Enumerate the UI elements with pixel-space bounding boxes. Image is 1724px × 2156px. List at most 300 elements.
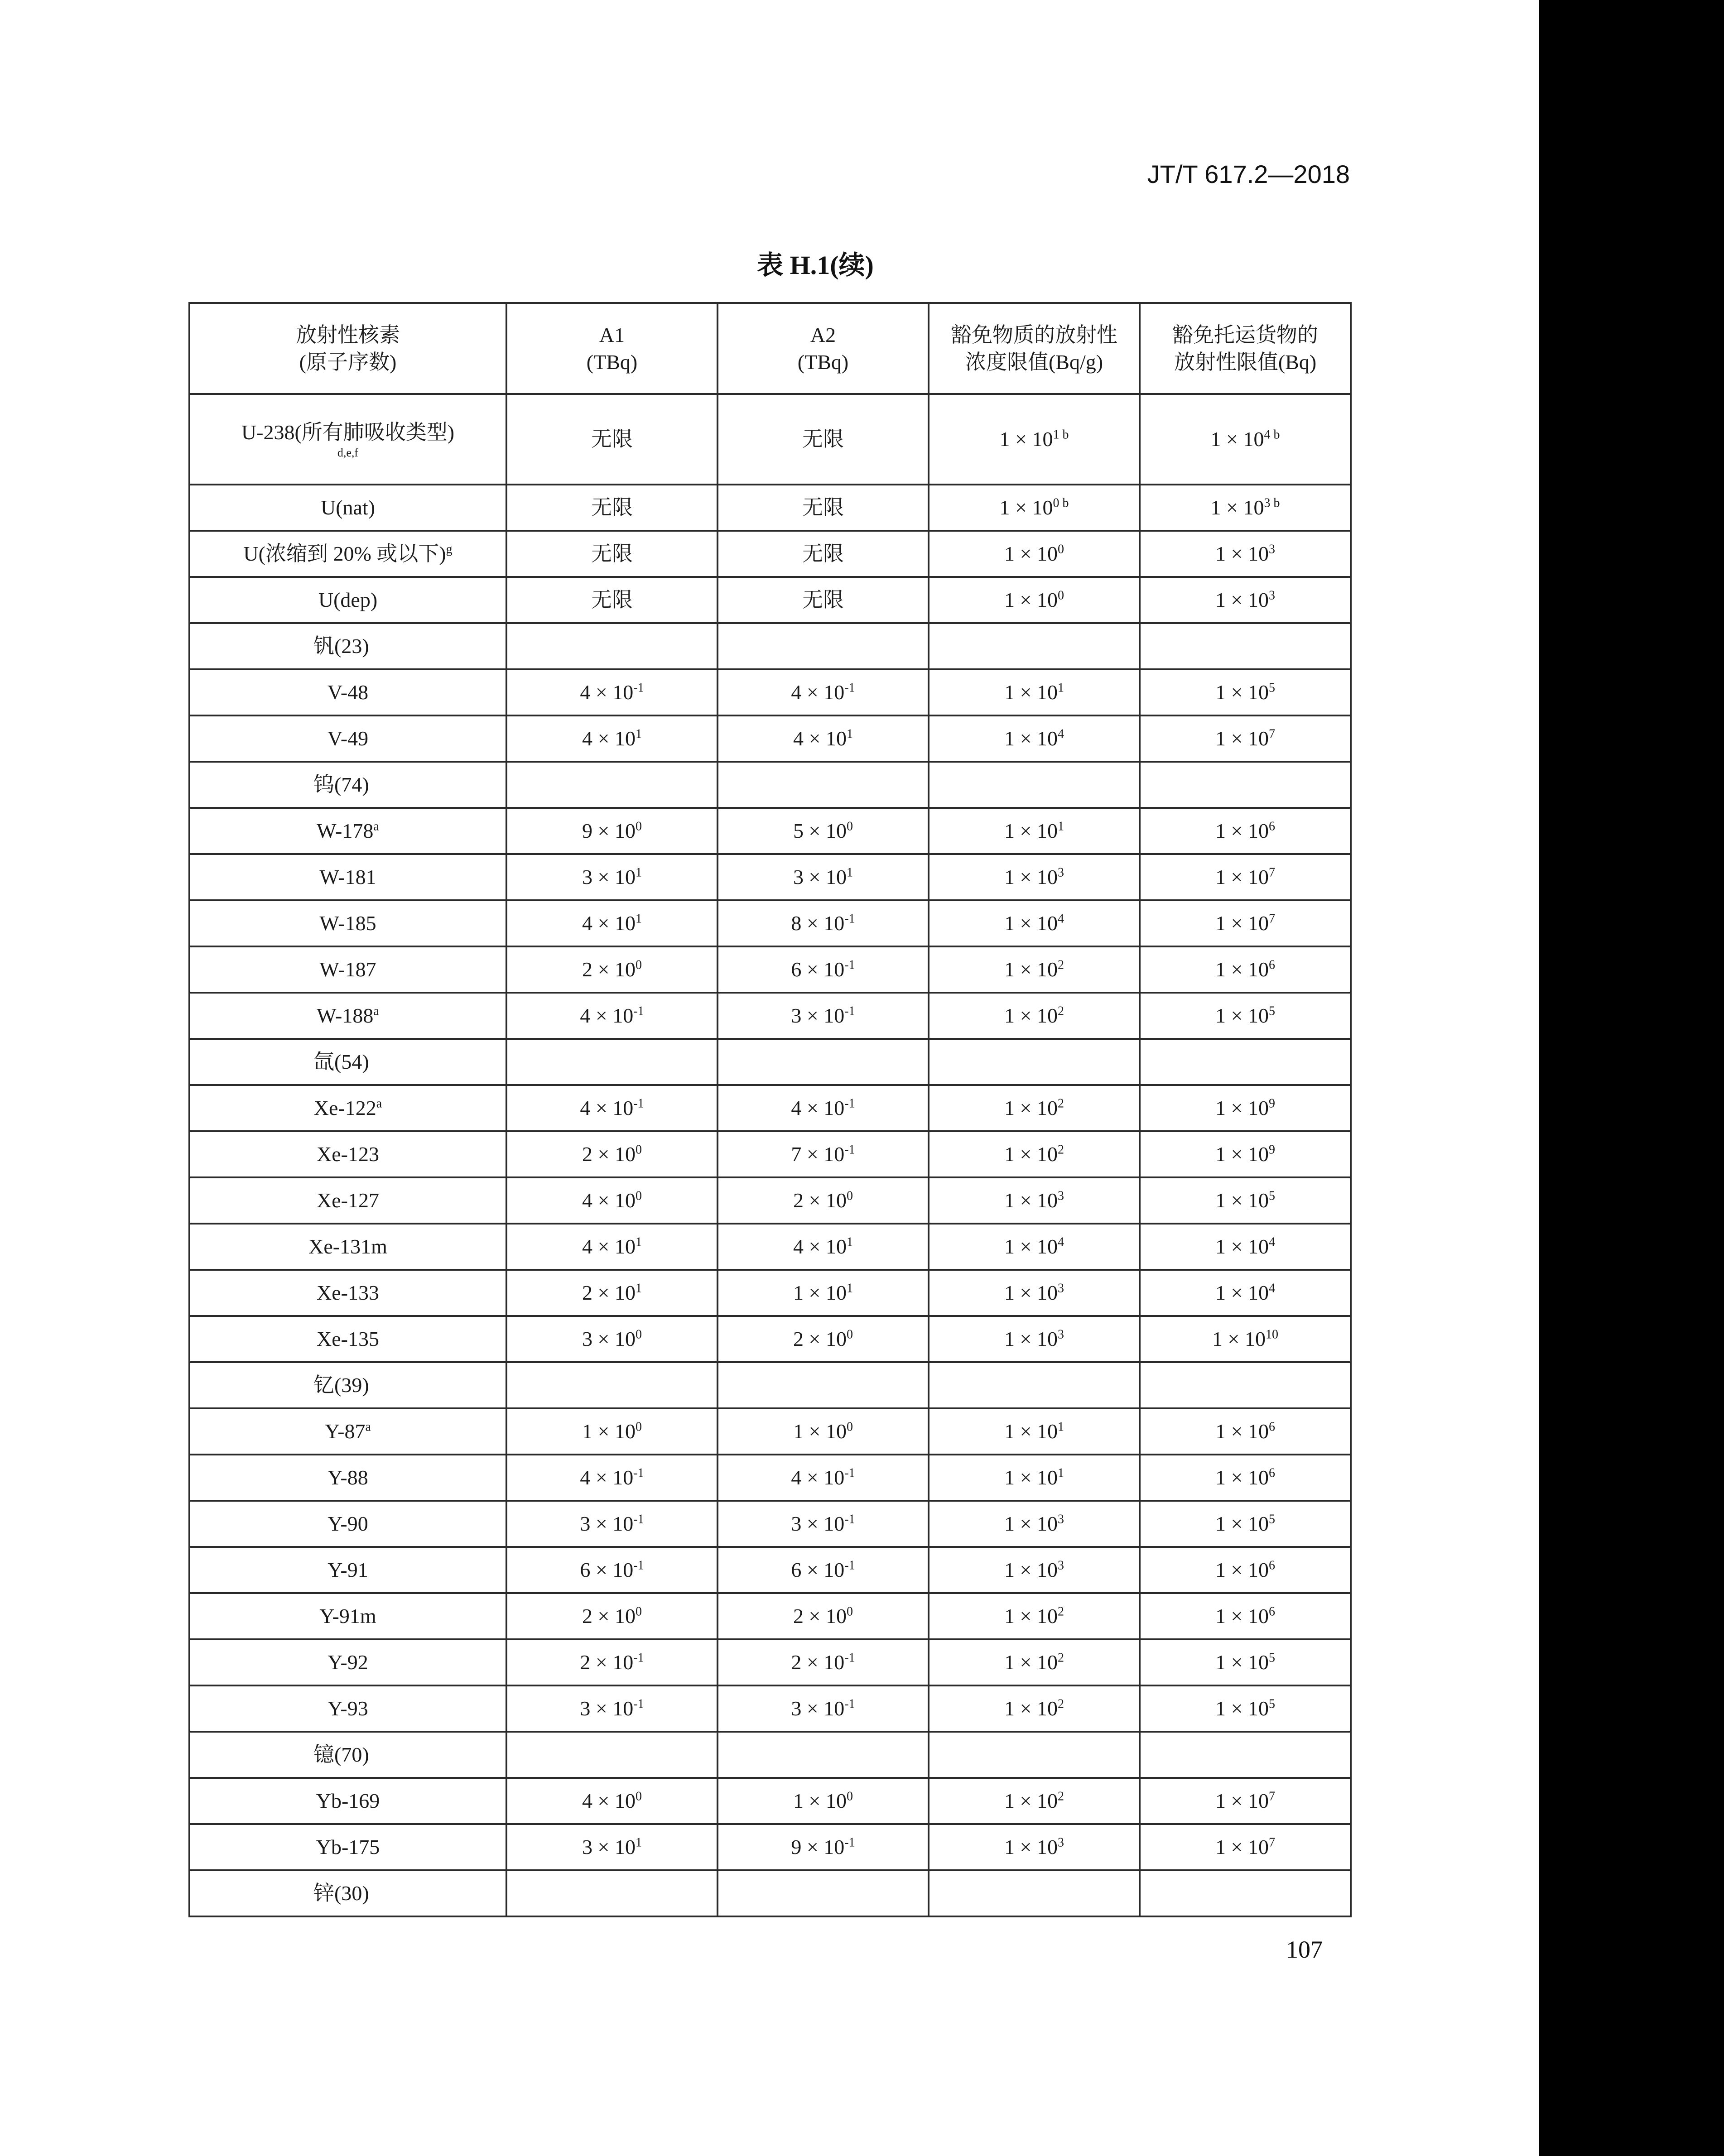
a2-cell — [718, 900, 929, 946]
value-exponent: 2 — [1057, 1004, 1064, 1018]
a2-cell — [718, 1547, 929, 1593]
nuclide-name: U-238(所有肺吸收类型) — [241, 420, 455, 444]
exempt-limit-cell — [1140, 577, 1351, 623]
a1-cell — [506, 531, 718, 577]
value-mantissa: 1 × 10 — [1004, 1096, 1058, 1120]
value-exponent: 1 — [1057, 681, 1064, 695]
value-exponent: 9 — [1268, 1143, 1275, 1157]
value-mantissa: 1 × 10 — [793, 1789, 847, 1813]
value-mantissa: 4 × 10 — [791, 1466, 845, 1489]
value-exponent: 1 — [846, 727, 853, 741]
empty-cell — [506, 1362, 718, 1408]
value-exponent: 4 b — [1264, 427, 1280, 442]
value-mantissa: 6 × 10 — [580, 1558, 634, 1582]
value-exponent: 3 b — [1264, 496, 1280, 510]
a1-cell — [506, 1270, 718, 1316]
empty-cell — [506, 1732, 718, 1778]
value-mantissa: 1 × 10 — [1004, 1835, 1058, 1859]
value-exponent: 0 — [635, 1143, 642, 1157]
table-row — [189, 1408, 1351, 1455]
empty-cell — [929, 762, 1140, 808]
empty-cell — [929, 1362, 1140, 1408]
value-mantissa: 1 × 10 — [1004, 588, 1058, 612]
value-exponent: 1 — [1057, 1466, 1064, 1480]
value-mantissa: 1 × 10 — [1215, 1143, 1269, 1166]
header-line-1: A2 — [810, 323, 836, 346]
value-mantissa: 1 × 10 — [1004, 1235, 1058, 1258]
value-exponent: 2 — [1057, 1651, 1064, 1665]
value-exponent: 7 — [1268, 1789, 1275, 1804]
nuclide-name-cell — [189, 1270, 506, 1316]
a1-cell — [506, 808, 718, 854]
a2-cell — [718, 531, 929, 577]
exempt-limit-cell — [1140, 1455, 1351, 1501]
value-exponent: 7 — [1268, 727, 1275, 741]
value-mantissa: 1 × 10 — [1210, 496, 1264, 519]
value-mantissa: 1 × 10 — [1004, 1558, 1058, 1582]
exempt-concentration-cell — [929, 669, 1140, 715]
table-row — [189, 577, 1351, 623]
value-exponent: 3 — [1057, 1281, 1064, 1296]
value-mantissa: 4 × 10 — [580, 1466, 634, 1489]
exempt-limit-cell — [1140, 715, 1351, 762]
value-mantissa: 2 × 10 — [580, 1651, 634, 1674]
empty-cell — [718, 1732, 929, 1778]
value-mantissa: 1 × 10 — [1215, 1281, 1269, 1305]
value-mantissa: 1 × 10 — [793, 1281, 847, 1305]
value-mantissa: 4 × 10 — [582, 1189, 636, 1212]
exempt-concentration-cell — [929, 1639, 1140, 1685]
nuclide-name: U(浓缩到 20% 或以下) — [243, 542, 446, 566]
a1-cell — [506, 854, 718, 900]
a1-cell — [506, 1177, 718, 1224]
table-row — [189, 485, 1351, 531]
exempt-limit-cell — [1140, 1408, 1351, 1455]
value-exponent: 0 — [846, 1789, 853, 1804]
a1-cell — [506, 946, 718, 993]
value-exponent: 0 — [846, 819, 853, 834]
value-exponent: 2 — [1057, 1143, 1064, 1157]
value-mantissa: 1 × 10 — [1215, 727, 1269, 750]
value-mantissa: 1 × 10 — [1004, 1281, 1058, 1305]
exempt-concentration-cell — [929, 1593, 1140, 1639]
table-row — [189, 946, 1351, 993]
value-text: 无限 — [591, 588, 633, 612]
nuclide-name: Xe-133 — [317, 1281, 379, 1305]
value-exponent: 7 — [1268, 865, 1275, 880]
nuclide-name: W-187 — [319, 958, 376, 981]
footnote-marker: a — [373, 819, 379, 834]
value-mantissa: 2 × 10 — [791, 1651, 845, 1674]
value-exponent: -1 — [844, 1697, 855, 1711]
nuclide-name: 氙(54) — [313, 1050, 369, 1074]
value-mantissa: 1 × 10 — [1004, 1604, 1058, 1628]
value-text: 无限 — [802, 496, 844, 519]
a1-cell — [506, 1131, 718, 1177]
value-exponent: 1 — [846, 1235, 853, 1249]
value-mantissa: 1 × 10 — [1004, 542, 1058, 566]
value-mantissa: 4 × 10 — [580, 1004, 634, 1028]
nuclide-name-cell — [189, 531, 506, 577]
value-exponent: 0 — [846, 1327, 853, 1342]
exempt-limit-cell — [1140, 394, 1351, 485]
value-exponent: -1 — [844, 681, 855, 695]
a1-cell — [506, 715, 718, 762]
value-mantissa: 1 × 10 — [1215, 1420, 1269, 1443]
value-mantissa: 1 × 10 — [582, 1420, 636, 1443]
value-exponent: 0 b — [1053, 496, 1069, 510]
nuclide-name: W-188 — [317, 1004, 374, 1028]
table-row — [189, 1455, 1351, 1501]
exempt-limit-cell — [1140, 1270, 1351, 1316]
value-exponent: -1 — [844, 1512, 855, 1527]
page-number: 107 — [1286, 1936, 1323, 1963]
nuclide-name: U(dep) — [318, 588, 378, 612]
value-exponent: 4 — [1057, 1235, 1064, 1249]
value-mantissa: 4 × 10 — [580, 1096, 634, 1120]
nuclide-name-cell — [189, 900, 506, 946]
value-mantissa: 1 × 10 — [1004, 865, 1058, 889]
a1-cell — [506, 577, 718, 623]
exempt-limit-cell — [1140, 854, 1351, 900]
a2-cell — [718, 854, 929, 900]
element-group-row — [189, 1870, 1351, 1916]
value-mantissa: 1 × 10 — [1215, 681, 1269, 704]
element-group-name — [189, 623, 506, 669]
value-exponent: 10 — [1265, 1327, 1278, 1342]
value-mantissa: 1 × 10 — [1215, 865, 1269, 889]
value-exponent: -1 — [844, 1558, 855, 1573]
a2-cell — [718, 1224, 929, 1270]
a1-cell — [506, 1408, 718, 1455]
exempt-limit-cell — [1140, 1593, 1351, 1639]
nuclide-name: V-48 — [327, 681, 369, 704]
element-group-row — [189, 1362, 1351, 1408]
exempt-concentration-cell — [929, 1316, 1140, 1362]
exempt-limit-cell — [1140, 1547, 1351, 1593]
nuclide-name: Xe-131m — [308, 1235, 387, 1258]
value-mantissa: 1 × 10 — [1004, 1512, 1058, 1536]
exempt-concentration-cell — [929, 715, 1140, 762]
empty-cell — [929, 1870, 1140, 1916]
value-mantissa: 3 × 10 — [580, 1512, 634, 1536]
value-mantissa: 1 × 10 — [1215, 958, 1269, 981]
value-exponent: -1 — [633, 1512, 644, 1527]
nuclide-name: Y-88 — [327, 1466, 368, 1489]
value-exponent: 4 — [1268, 1281, 1275, 1296]
nuclide-name: Y-90 — [327, 1512, 368, 1536]
value-exponent: 6 — [1268, 1466, 1275, 1480]
a1-cell — [506, 485, 718, 531]
value-mantissa: 3 × 10 — [582, 1835, 636, 1859]
a2-cell — [718, 1316, 929, 1362]
value-exponent: -1 — [633, 681, 644, 695]
document-code: JT/T 617.2—2018 — [1147, 160, 1350, 188]
a2-cell — [718, 394, 929, 485]
header-line-1: 豁免物质的放射性 — [951, 323, 1117, 346]
value-mantissa: 1 × 10 — [1004, 727, 1058, 750]
value-exponent: 6 — [1268, 1558, 1275, 1573]
nuclide-name: W-185 — [319, 912, 376, 935]
value-mantissa: 4 × 10 — [582, 1789, 636, 1813]
value-mantissa: 6 × 10 — [791, 958, 845, 981]
exempt-concentration-cell — [929, 1177, 1140, 1224]
table-row — [189, 1593, 1351, 1639]
value-exponent: 0 — [1057, 542, 1064, 557]
header-a2 — [718, 303, 929, 394]
nuclide-name-cell — [189, 946, 506, 993]
nuclide-name-cell — [189, 808, 506, 854]
nuclide-name-cell — [189, 1685, 506, 1732]
table-row — [189, 1685, 1351, 1732]
nuclide-name: 钒(23) — [313, 634, 369, 658]
value-exponent: 4 — [1057, 912, 1064, 926]
value-mantissa: 1 × 10 — [1210, 427, 1264, 451]
exempt-limit-cell — [1140, 1085, 1351, 1131]
empty-cell — [1140, 1362, 1351, 1408]
value-mantissa: 4 × 10 — [582, 727, 636, 750]
nuclide-name: Y-93 — [327, 1697, 368, 1720]
nuclide-name-cell — [189, 715, 506, 762]
value-exponent: 3 — [1057, 1327, 1064, 1342]
value-exponent: -1 — [633, 1004, 644, 1018]
value-exponent: 3 — [1057, 1189, 1064, 1203]
a1-cell — [506, 1085, 718, 1131]
nuclide-name: W-178 — [317, 819, 374, 843]
value-mantissa: 1 × 10 — [1215, 1604, 1269, 1628]
element-group-row — [189, 623, 1351, 669]
value-mantissa: 1 × 10 — [1004, 1651, 1058, 1674]
exempt-limit-cell — [1140, 946, 1351, 993]
exempt-concentration-cell — [929, 854, 1140, 900]
table-row — [189, 900, 1351, 946]
header-row — [189, 303, 1351, 394]
value-exponent: -1 — [844, 958, 855, 972]
table-row — [189, 1131, 1351, 1177]
value-mantissa: 1 × 10 — [1215, 819, 1269, 843]
value-exponent: 2 — [1057, 1096, 1064, 1111]
element-group-row — [189, 762, 1351, 808]
value-mantissa: 3 × 10 — [582, 865, 636, 889]
value-exponent: 2 — [1057, 1604, 1064, 1619]
value-exponent: -1 — [844, 1096, 855, 1111]
table-title: 表 H.1(续) — [757, 250, 874, 280]
value-mantissa: 3 × 10 — [582, 1327, 636, 1351]
nuclide-name: 钇(39) — [313, 1373, 369, 1397]
value-mantissa: 2 × 10 — [793, 1327, 847, 1351]
value-exponent: -1 — [844, 912, 855, 926]
a2-cell — [718, 1177, 929, 1224]
value-exponent: 2 — [1057, 958, 1064, 972]
element-group-name — [189, 1362, 506, 1408]
value-exponent: 0 — [635, 1189, 642, 1203]
value-mantissa: 2 × 10 — [582, 1281, 636, 1305]
a1-cell — [506, 1224, 718, 1270]
value-exponent: 0 — [1057, 588, 1064, 603]
a2-cell — [718, 715, 929, 762]
value-mantissa: 3 × 10 — [793, 865, 847, 889]
value-exponent: 5 — [1268, 681, 1275, 695]
value-exponent: -1 — [844, 1651, 855, 1665]
nuclide-name-cell — [189, 1085, 506, 1131]
footnote-marker: a — [365, 1420, 371, 1434]
nuclide-name: 镱(70) — [313, 1743, 369, 1767]
a1-cell — [506, 1501, 718, 1547]
value-mantissa: 1 × 10 — [1215, 1466, 1269, 1489]
exempt-concentration-cell — [929, 485, 1140, 531]
value-exponent: 5 — [1268, 1189, 1275, 1203]
element-group-name — [189, 762, 506, 808]
nuclide-name-cell — [189, 993, 506, 1039]
footnote-marker: g — [446, 542, 453, 557]
table-row — [189, 808, 1351, 854]
nuclide-name-cell — [189, 1131, 506, 1177]
value-mantissa: 1 × 10 — [1215, 1835, 1269, 1859]
value-mantissa: 1 × 10 — [1215, 588, 1269, 612]
value-mantissa: 5 × 10 — [793, 819, 847, 843]
value-exponent: 5 — [1268, 1512, 1275, 1527]
value-mantissa: 3 × 10 — [791, 1697, 845, 1720]
empty-cell — [506, 1870, 718, 1916]
value-mantissa: 3 × 10 — [580, 1697, 634, 1720]
value-exponent: -1 — [633, 1096, 644, 1111]
exempt-limit-cell — [1140, 531, 1351, 577]
value-exponent: 1 — [1057, 819, 1064, 834]
exempt-concentration-cell — [929, 946, 1140, 993]
a1-cell — [506, 900, 718, 946]
exempt-limit-cell — [1140, 485, 1351, 531]
exempt-concentration-cell — [929, 1778, 1140, 1824]
header-nuclide — [189, 303, 506, 394]
a2-cell — [718, 1639, 929, 1685]
exempt-limit-cell — [1140, 1177, 1351, 1224]
table-row — [189, 1824, 1351, 1870]
table-row — [189, 1177, 1351, 1224]
value-exponent: 0 — [635, 1789, 642, 1804]
value-exponent: 0 — [635, 1420, 642, 1434]
header-line-1: 豁免托运货物的 — [1172, 323, 1318, 346]
nuclide-name-cell — [189, 1177, 506, 1224]
nuclide-name-cell — [189, 1316, 506, 1362]
value-text: 无限 — [591, 496, 633, 519]
a2-cell — [718, 1408, 929, 1455]
value-exponent: 0 — [846, 1420, 853, 1434]
a2-cell — [718, 1778, 929, 1824]
value-exponent: 3 — [1268, 542, 1275, 557]
empty-cell — [929, 623, 1140, 669]
nuclide-name: 锌(30) — [313, 1882, 369, 1905]
a1-cell — [506, 1824, 718, 1870]
value-exponent: 3 — [1057, 1512, 1064, 1527]
value-mantissa: 1 × 10 — [1004, 1143, 1058, 1166]
nuclide-name-cell — [189, 1639, 506, 1685]
value-exponent: 1 — [635, 1835, 642, 1850]
value-exponent: 3 — [1057, 1558, 1064, 1573]
nuclide-name-cell — [189, 1778, 506, 1824]
table-row — [189, 715, 1351, 762]
a2-cell — [718, 577, 929, 623]
value-exponent: 6 — [1268, 819, 1275, 834]
value-exponent: 6 — [1268, 1604, 1275, 1619]
exempt-limit-cell — [1140, 1685, 1351, 1732]
value-exponent: 4 — [1057, 727, 1064, 741]
exempt-concentration-cell — [929, 1408, 1140, 1455]
nuclide-name-cell — [189, 1501, 506, 1547]
a1-cell — [506, 1639, 718, 1685]
empty-cell — [718, 1870, 929, 1916]
value-mantissa: 1 × 10 — [1004, 1004, 1058, 1028]
right-dark-margin — [1539, 0, 1724, 2156]
a2-cell — [718, 1593, 929, 1639]
table-row — [189, 394, 1351, 485]
exempt-concentration-cell — [929, 1501, 1140, 1547]
exempt-concentration-cell — [929, 808, 1140, 854]
value-mantissa: 1 × 10 — [1215, 1096, 1269, 1120]
empty-cell — [506, 1039, 718, 1085]
a1-cell — [506, 1685, 718, 1732]
value-mantissa: 1 × 10 — [1215, 1512, 1269, 1536]
value-mantissa: 1 × 10 — [1004, 1189, 1058, 1212]
a1-cell — [506, 1455, 718, 1501]
exempt-concentration-cell — [929, 900, 1140, 946]
nuclide-name: Y-91m — [319, 1604, 376, 1628]
exempt-concentration-cell — [929, 577, 1140, 623]
value-exponent: -1 — [633, 1651, 644, 1665]
value-exponent: 1 — [635, 727, 642, 741]
value-mantissa: 1 × 10 — [1215, 1789, 1269, 1813]
value-exponent: 1 — [635, 1235, 642, 1249]
value-exponent: 5 — [1268, 1697, 1275, 1711]
header-line-2: (原子序数) — [299, 350, 397, 374]
nuclide-name: Xe-122 — [313, 1096, 376, 1120]
exempt-concentration-cell — [929, 993, 1140, 1039]
value-mantissa: 1 × 10 — [1004, 1420, 1058, 1443]
value-exponent: 1 — [846, 1281, 853, 1296]
exempt-concentration-cell — [929, 394, 1140, 485]
value-exponent: 6 — [1268, 1420, 1275, 1434]
value-mantissa: 3 × 10 — [791, 1512, 845, 1536]
value-mantissa: 6 × 10 — [791, 1558, 845, 1582]
value-exponent: 3 — [1268, 588, 1275, 603]
a2-cell — [718, 1270, 929, 1316]
header-exempt-concentration — [929, 303, 1140, 394]
empty-cell — [718, 762, 929, 808]
value-mantissa: 1 × 10 — [1004, 1327, 1058, 1351]
value-mantissa: 2 × 10 — [793, 1604, 847, 1628]
exempt-limit-cell — [1140, 900, 1351, 946]
header-a1 — [506, 303, 718, 394]
element-group-name — [189, 1039, 506, 1085]
value-exponent: 3 — [1057, 1835, 1064, 1850]
value-mantissa: 1 × 10 — [1215, 1004, 1269, 1028]
table-row — [189, 993, 1351, 1039]
value-exponent: 0 — [635, 1327, 642, 1342]
exempt-limit-cell — [1140, 1824, 1351, 1870]
a2-cell — [718, 1501, 929, 1547]
value-mantissa: 4 × 10 — [582, 912, 636, 935]
a2-cell — [718, 485, 929, 531]
value-exponent: 0 — [846, 1189, 853, 1203]
empty-cell — [718, 1362, 929, 1408]
value-exponent: 5 — [1268, 1004, 1275, 1018]
value-exponent: 5 — [1268, 1651, 1275, 1665]
empty-cell — [1140, 1732, 1351, 1778]
footnote-marker: a — [376, 1096, 382, 1111]
value-mantissa: 7 × 10 — [791, 1143, 845, 1166]
value-mantissa: 1 × 10 — [1004, 1789, 1058, 1813]
value-exponent: 1 — [635, 1281, 642, 1296]
nuclide-name: Y-91 — [327, 1558, 368, 1582]
